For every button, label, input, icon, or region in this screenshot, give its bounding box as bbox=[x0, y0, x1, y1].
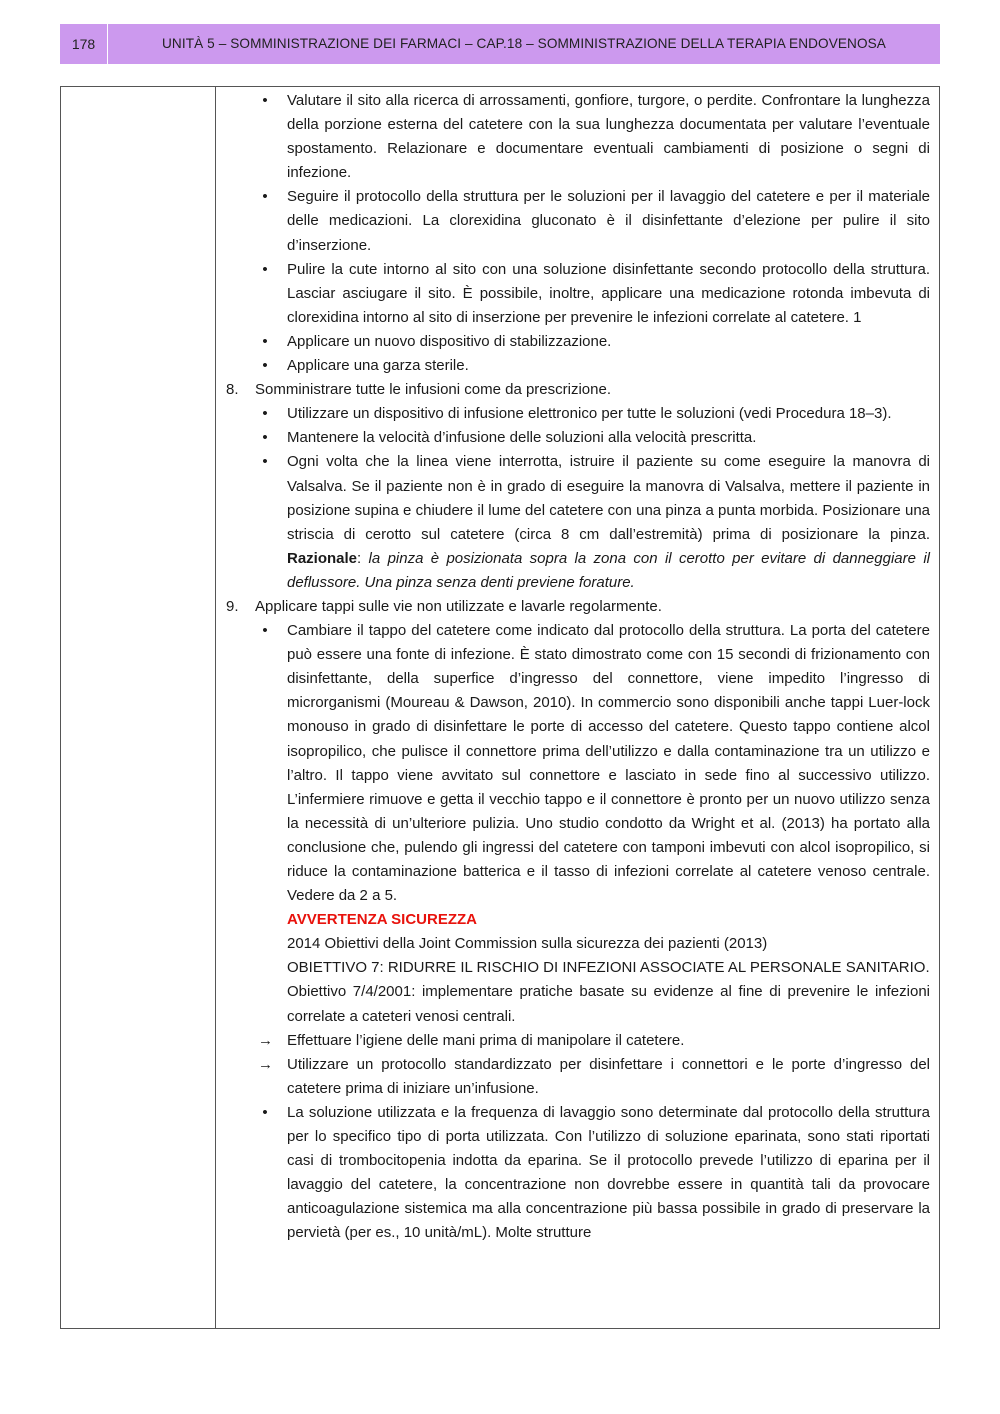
safety-warning-title: AVVERTENZA SICUREZZA bbox=[287, 911, 478, 929]
list-item: • Applicare un nuovo dispositivo di stabilizzazione. bbox=[226, 330, 930, 354]
safety-warning-line: Obiettivo 7/4/2001: implementare pratiche basate su evidenze al fine di prevenire le infezioni correlate a cateteri venosi centrali. bbox=[287, 983, 930, 1025]
chapter-title: UNITÀ 5 – SOMMINISTRAZIONE DEI FARMACI – CAP.18 – SOMMINISTRAZIONE DELLA TERAPIA ENDOVENOSA bbox=[162, 36, 886, 51]
list-item: • Cambiare il tappo del catetere come indicato dal protocollo della struttura. La porta del catetere può essere una fonte di infezione. È stato dimostrato come con 15 secondi di frizionamento con disinfettante, della superfice d’ingresso del connettore, viene impedito l’ingresso di microrganismi (Moureau & Dawson, 2010). In commercio sono disponibili anche tappi Luer-lock monouso in grado di disinfettare le porte di accesso del catetere. Questo tappo contiene alcol isopropilico, che pulisce il connettore prima dell’utilizzo e dalla contaminazione tra un utilizzo e l’altro. Il tappo viene avvitato sul connettore e lasciato in sede fino al successivo utilizzo. L’infermiere rimuove e getta il vecchio tappo e il connettore è pronto per un nuovo utilizzo senza la necessità di un’ulteriore pulizia. Uno studio condotto da Wright et al. (2013) ha portato alla conclusione che, pulendo gli ingressi del catetere con tamponi imbevuti con alcol isopropilico, si riduce la contaminazione batterica e il tasso di infezioni correlate al catetere venoso centrale. Vedere da 2 a 5. bbox=[226, 619, 930, 908]
list-item: • Utilizzare un dispositivo di infusione elettronico per tutte le soluzioni (vedi Procedura 18–3). bbox=[226, 402, 930, 426]
list-item: • Pulire la cute intorno al sito con una soluzione disinfettante secondo protocollo della struttura. Lasciar asciugare il sito. È possibile, inoltre, applicare una medicazione rotonda imbevuta di clorexidina intorno al sito di inserzione per prevenire le infezioni correlate al catetere. 1 bbox=[226, 258, 930, 330]
bullet-icon: • bbox=[262, 1103, 268, 1121]
bullet-icon: • bbox=[262, 429, 268, 447]
bullet-icon: • bbox=[262, 260, 268, 278]
step-9: 9. Applicare tappi sulle vie non utilizzate e lavarle regolarmente. bbox=[226, 595, 930, 619]
bullet-icon: • bbox=[262, 405, 268, 423]
step-8: 8. Somministrare tutte le infusioni come da prescrizione. bbox=[226, 378, 930, 402]
step-number: 8. bbox=[226, 381, 239, 399]
list-item: • Applicare una garza sterile. bbox=[226, 354, 930, 378]
page-header bbox=[60, 24, 940, 64]
bullet-icon: • bbox=[262, 357, 268, 375]
list-item: → Utilizzare un protocollo standardizzato per disinfettare i connettori e le porte d’ingresso del catetere prima di iniziare un’infusione. bbox=[226, 1053, 930, 1101]
list-item: • Valutare il sito alla ricerca di arrossamenti, gonfiore, turgore, o perdite. Confrontare la lunghezza della porzione esterna del catetere con la sua lunghezza documentata per valutare l’eventuale spostamento. Relazionare e documentare eventuali cambiamenti di posizione o segni di infezione. bbox=[226, 89, 930, 185]
list-item: • Mantenere la velocità d’infusione delle soluzioni alla velocità prescritta. bbox=[226, 426, 930, 450]
safety-warning-line: OBIETTIVO 7: RIDURRE IL RISCHIO DI INFEZIONI ASSOCIATE AL PERSONALE SANITARIO. bbox=[287, 959, 930, 977]
bullet-icon: • bbox=[262, 332, 268, 350]
bullet-icon: • bbox=[262, 622, 268, 640]
list-item: → Effettuare l’igiene delle mani prima di manipolare il catetere. bbox=[226, 1029, 930, 1053]
list-item: • Ogni volta che la linea viene interrotta, istruire il paziente su come eseguire la manovra di Valsalva. Se il paziente non è in grado di eseguire la manovra di Valsalva, mettere il paziente in posizione supina e chiudere il lume del catetere con una pinza a punta morbida. Posizionare una striscia di cerotto sul catetere (circa 8 cm dall’estremità) prima di posizionare la pinza. Razionale: la pinza è posizionata sopra la zona con il cerotto per evitare di danneggiare il deflussore. Una pinza senza denti previene forature. bbox=[226, 450, 930, 595]
rationale-label: Razionale bbox=[287, 549, 358, 567]
procedure-steps bbox=[226, 89, 930, 1246]
table-column-divider bbox=[215, 87, 216, 1328]
bullet-icon: • bbox=[262, 92, 268, 109]
bullet-icon: • bbox=[262, 453, 268, 471]
list-item: • La soluzione utilizzata e la frequenza di lavaggio sono determinate dal protocollo della struttura per lo specifico tipo di porta utilizzata. Con l’utilizzo di soluzione eparinata, sono stati riportati casi di trombocitopenia indotta da eparina. Se il protocollo prevede l’utilizzo di eparina per il lavaggio del catetere, la concentrazione non dovrebbe essere in quantità tali da provocare anticoagulazione sistemica ma alla concentrazione più bassa possibile in grado di preservare la pervietà (per es., 10 unità/mL). Molte strutture bbox=[226, 1101, 930, 1246]
safety-warning-line: 2014 Obiettivi della Joint Commission sulla sicurezza dei pazienti (2013) bbox=[287, 935, 768, 953]
rationale-text: la pinza è posizionata sopra la zona con il cerotto per evitare di danneggiare il deflussore. Una pinza senza denti previene forature. bbox=[287, 549, 930, 591]
list-item: • Seguire il protocollo della struttura per le soluzioni per il lavaggio del catetere e per il materiale delle medicazioni. La clorexidina gluconato è il disinfettante d’elezione per pulire il sito d’inserzione. bbox=[226, 185, 930, 257]
step-number: 9. bbox=[226, 597, 239, 615]
arrow-right-icon: → bbox=[258, 1031, 273, 1049]
bullet-icon: • bbox=[262, 188, 268, 206]
arrow-right-icon: → bbox=[258, 1055, 273, 1073]
page-number: 178 bbox=[71, 36, 96, 52]
